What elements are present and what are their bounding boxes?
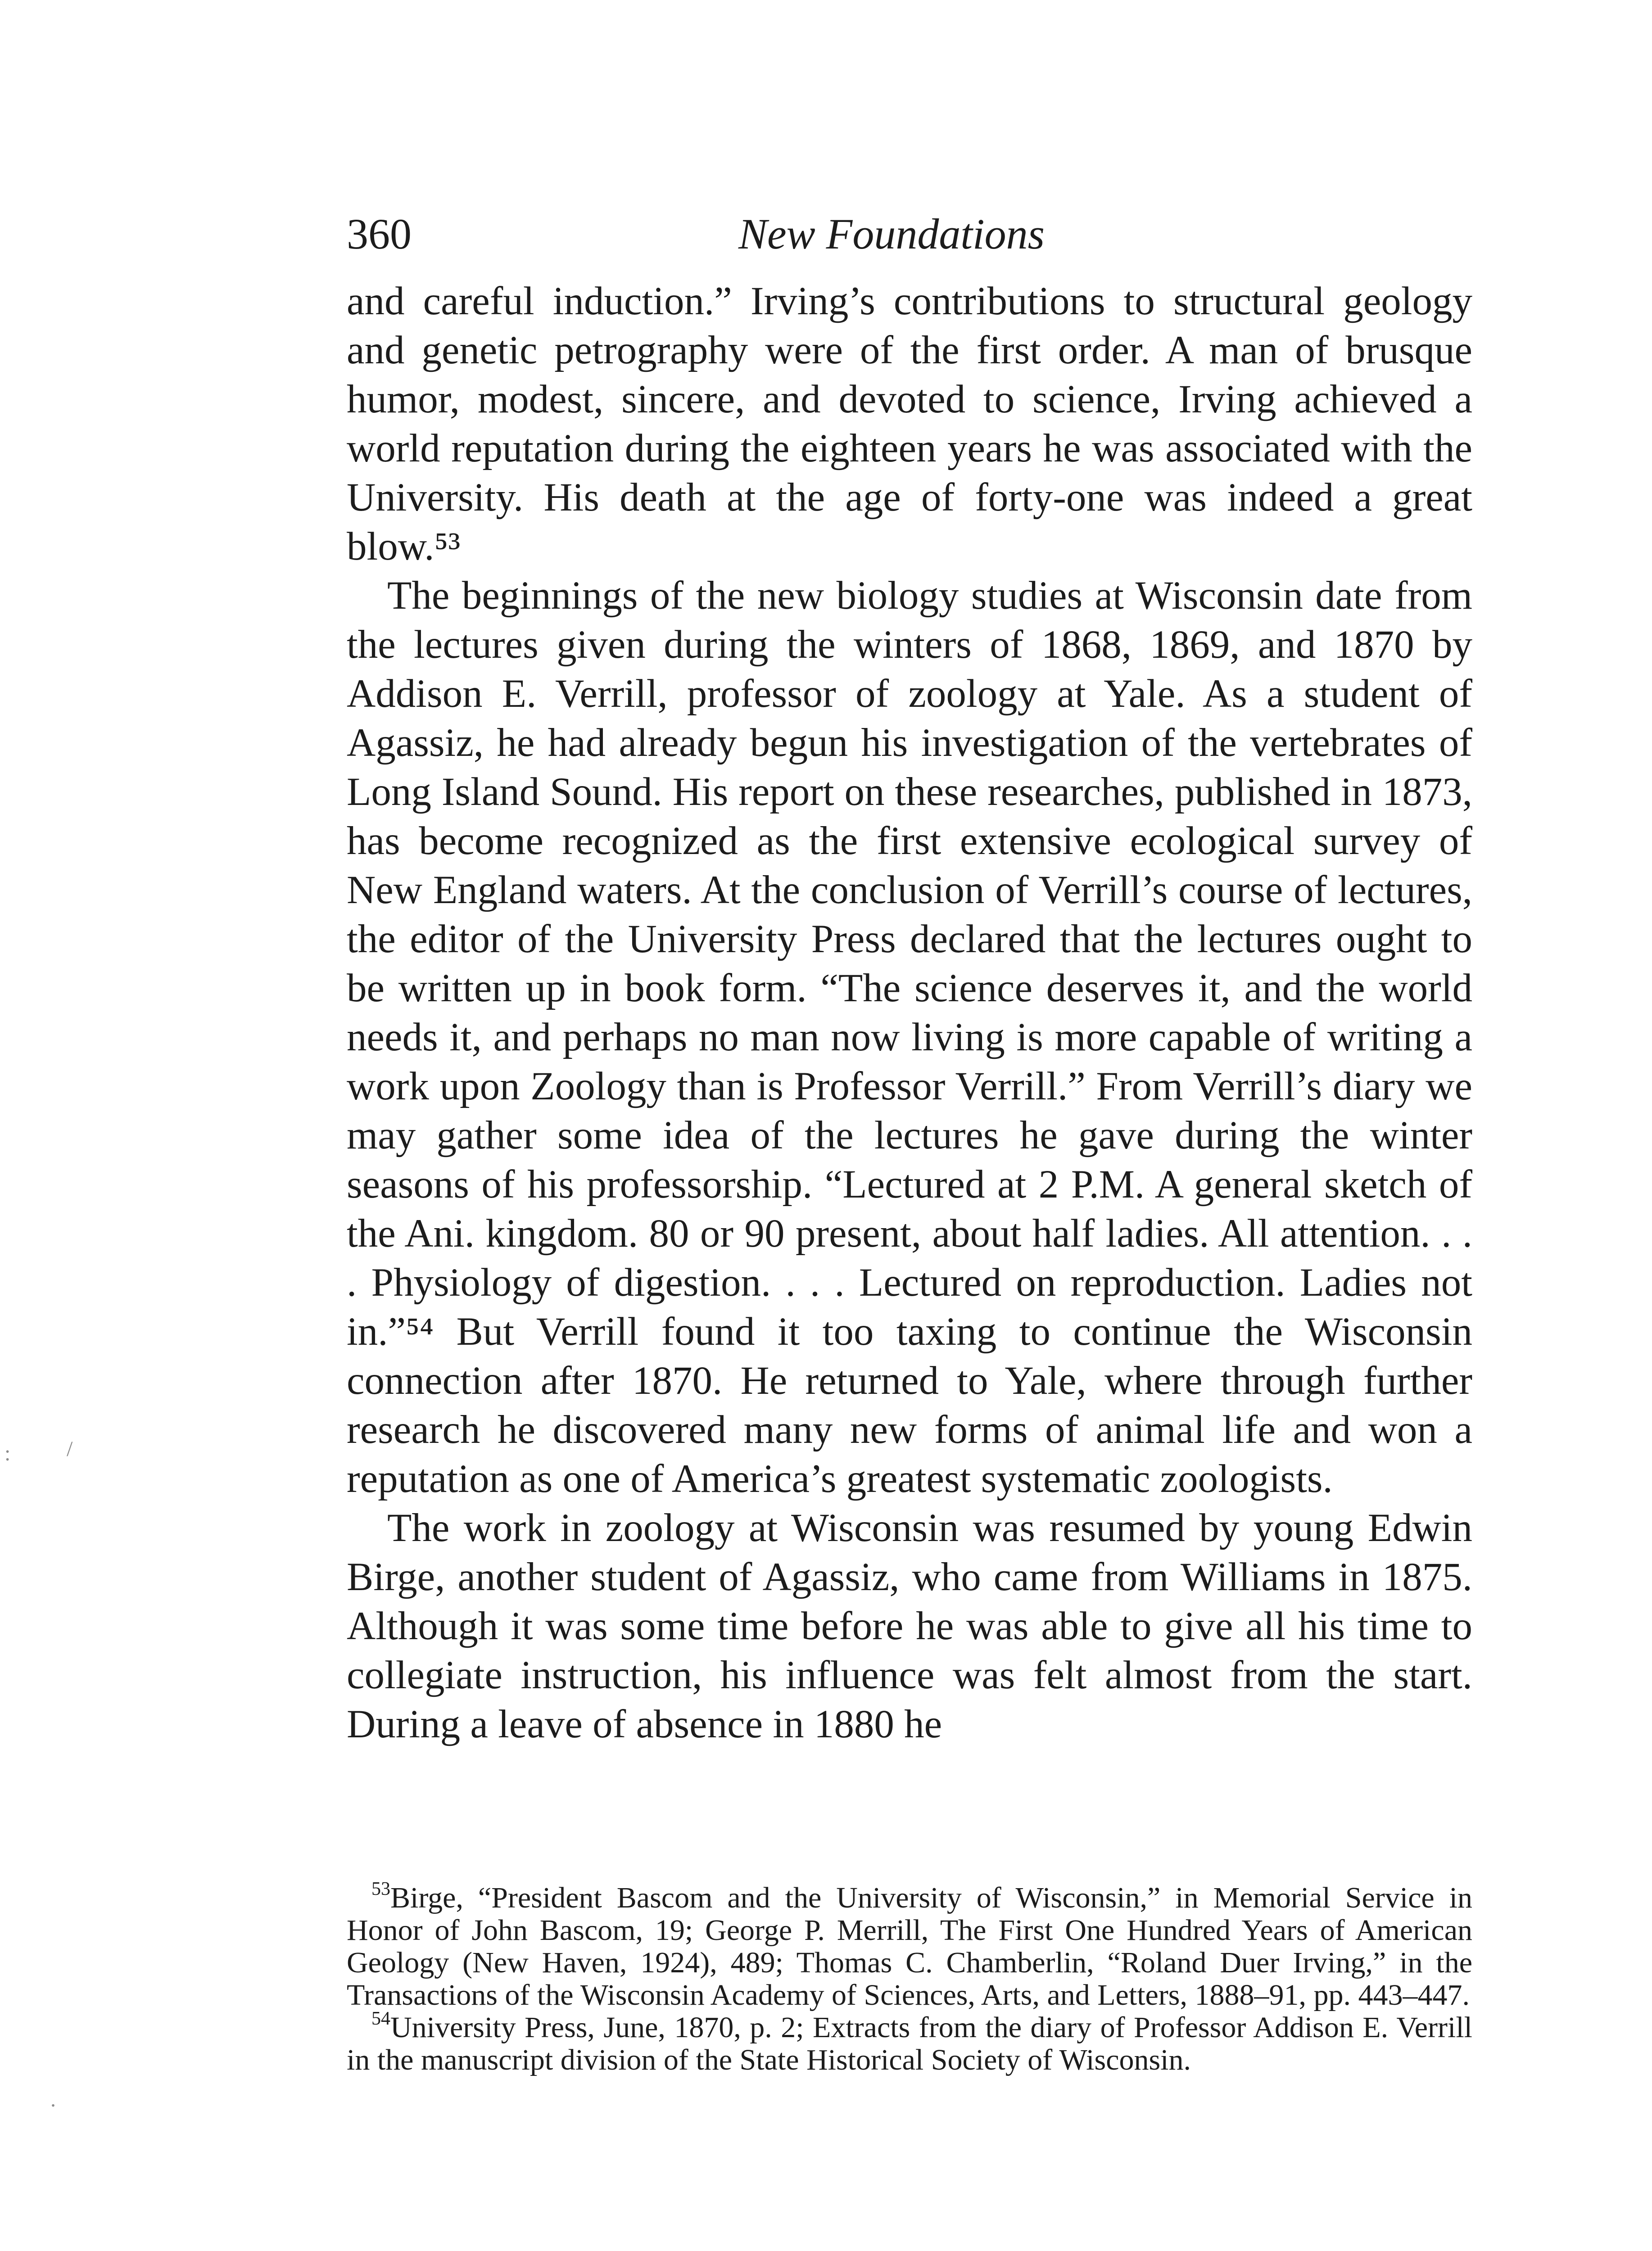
- footnote-text: Birge, “President Bascom and the University of Wisconsin,” in Memorial Service in Honor of John Bascom, 19; George P. Merrill, The First One Hundred Years of American Geology (New Haven, 1924), 489; Thomas C. Chamberlin, “Roland Duer Irving,” in the Transactions of the Wisconsin Academy of Sciences, Arts, and Letters, 1888–91, pp. 443–447.: [347, 1881, 1472, 2011]
- margin-speck: /: [67, 1437, 73, 1461]
- footnotes: [347, 1879, 1472, 2076]
- footnote-marker: 54: [371, 2008, 390, 2029]
- running-title: New Foundations: [738, 210, 1045, 258]
- margin-speck: .: [50, 2088, 56, 2111]
- paragraph-verrill: The beginnings of the new biology studies at Wisconsin date from the lectures given during the winters of 1868, 1869, and 1870 by Addison E. Verrill, professor of zoology at Yale. As a student of Agassiz, he had already begun his investigation of the vertebrates of Long Island Sound. His report on these researches, published in 1873, has become recognized as the first extensive ecological survey of New England waters. At the conclusion of Verrill’s course of lectures, the editor of the University Press declared that the lectures ought to be written up in book form. “The science deserves it, and the world needs it, and perhaps no man now living is more capable of writing a work upon Zoology than is Professor Verrill.” From Verrill’s diary we may gather some idea of the lectures he gave during the winter seasons of his professorship. “Lectured at 2 P.M. A general sketch of the Ani. kingdom. 80 or 90 present, about half ladies. All attention. . . . Physiology of digestion. . . . Lectured on reproduction. Ladies not in.”⁵⁴ But Verrill found it too taxing to continue the Wisconsin connection after 1870. He returned to Yale, where through further research he discovered many new forms of animal life and won a reputation as one of America’s greatest systematic zoologists.: [347, 574, 1472, 1501]
- footnote-53: [347, 1879, 1472, 2011]
- footnote-text: University Press, June, 1870, p. 2; Extracts from the diary of Professor Addison E. Verrill in the manuscript division of the State Historical Society of Wisconsin.: [347, 2011, 1472, 2076]
- body-text: [347, 277, 1472, 1749]
- page-number: 360: [347, 210, 412, 258]
- footnote-54: [347, 2008, 1472, 2076]
- running-head: [347, 203, 1472, 266]
- paragraph-birge: The work in zoology at Wisconsin was resumed by young Edwin Birge, another student of Agassiz, who came from Williams in 1875. Although it was some time before he was able to give all his time to collegiate instruction, his influence was felt almost from the start. During a leave of absence in 1880 he: [347, 1506, 1472, 1746]
- margin-speck: :: [5, 1442, 11, 1465]
- footnote-marker: 53: [371, 1879, 390, 1899]
- paragraph-irving: and careful induction.” Irving’s contributions to structural geology and genetic petrography were of the first order. A man of brusque humor, modest, sincere, and devoted to science, Irving achieved a world reputation during the eighteen years he was associated with the University. His death at the age of forty-one was indeed a great blow.⁵³: [347, 279, 1472, 569]
